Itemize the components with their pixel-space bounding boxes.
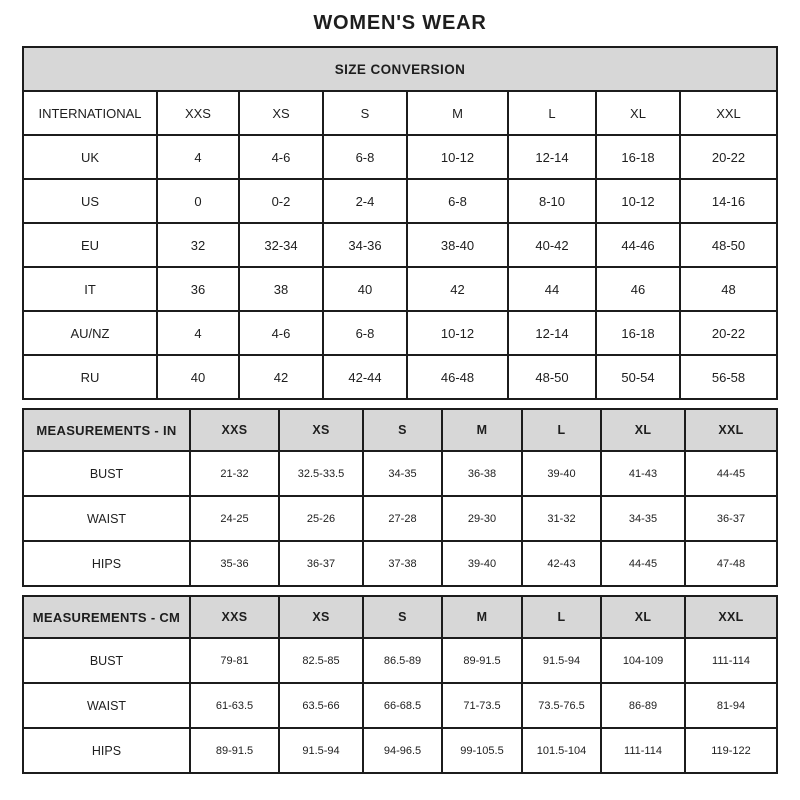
column-header-m: M xyxy=(442,409,522,451)
measurement-cell: 32.5-33.5 xyxy=(279,451,363,496)
column-header-xxs: XXS xyxy=(190,596,279,638)
table-row-aunz xyxy=(23,311,777,355)
size-cell: 8-10 xyxy=(508,179,596,223)
column-header-xs: XS xyxy=(239,91,323,135)
column-header-xl: XL xyxy=(596,91,680,135)
size-cell: 20-22 xyxy=(680,311,777,355)
measurement-cell: 47-48 xyxy=(685,541,777,586)
measurement-cell: 91.5-94 xyxy=(522,638,601,683)
table-row-bust xyxy=(23,451,777,496)
column-header-row xyxy=(23,409,777,451)
measurement-cell: 73.5-76.5 xyxy=(522,683,601,728)
size-cell: 6-8 xyxy=(323,311,407,355)
column-header-xxl: XXL xyxy=(685,596,777,638)
measurement-cell: 91.5-94 xyxy=(279,728,363,773)
size-cell: 46-48 xyxy=(407,355,508,399)
measurements-in-table xyxy=(22,408,778,587)
size-cell: 4 xyxy=(157,311,239,355)
table-row-ru xyxy=(23,355,777,399)
page-title: WOMEN'S WEAR xyxy=(313,12,487,34)
size-cell: 36 xyxy=(157,267,239,311)
measurement-cell: 37-38 xyxy=(363,541,442,586)
size-cell: 0-2 xyxy=(239,179,323,223)
size-cell: 46 xyxy=(596,267,680,311)
column-header-row xyxy=(23,91,777,135)
size-conversion-banner: SIZE CONVERSION xyxy=(23,47,777,91)
size-cell: 32-34 xyxy=(239,223,323,267)
size-cell: 0 xyxy=(157,179,239,223)
size-cell: 10-12 xyxy=(407,311,508,355)
measurement-cell: 86-89 xyxy=(601,683,685,728)
column-header-xxs: XXS xyxy=(190,409,279,451)
measurement-cell: 41-43 xyxy=(601,451,685,496)
measurement-cell: 39-40 xyxy=(442,541,522,586)
size-cell: 16-18 xyxy=(596,311,680,355)
row-label-waist: WAIST xyxy=(23,496,190,541)
column-header-international: INTERNATIONAL xyxy=(23,91,157,135)
measurement-cell: 94-96.5 xyxy=(363,728,442,773)
measurement-cell: 61-63.5 xyxy=(190,683,279,728)
size-cell: 56-58 xyxy=(680,355,777,399)
size-cell: 16-18 xyxy=(596,135,680,179)
column-header-s: S xyxy=(323,91,407,135)
measurement-cell: 99-105.5 xyxy=(442,728,522,773)
measurement-cell: 31-32 xyxy=(522,496,601,541)
row-label-waist: WAIST xyxy=(23,683,190,728)
measurement-cell: 79-81 xyxy=(190,638,279,683)
measurement-cell: 36-37 xyxy=(685,496,777,541)
size-cell: 4 xyxy=(157,135,239,179)
measurement-cell: 82.5-85 xyxy=(279,638,363,683)
size-cell: 2-4 xyxy=(323,179,407,223)
table-row-us xyxy=(23,179,777,223)
column-header-xxl: XXL xyxy=(685,409,777,451)
size-cell: 48 xyxy=(680,267,777,311)
table-row-it xyxy=(23,267,777,311)
size-cell: 6-8 xyxy=(323,135,407,179)
size-cell: 12-14 xyxy=(508,311,596,355)
measurement-cell: 111-114 xyxy=(601,728,685,773)
size-cell: 12-14 xyxy=(508,135,596,179)
column-header-l: L xyxy=(522,596,601,638)
size-cell: 10-12 xyxy=(407,135,508,179)
measurement-cell: 119-122 xyxy=(685,728,777,773)
measurement-cell: 42-43 xyxy=(522,541,601,586)
size-cell: 4-6 xyxy=(239,135,323,179)
column-header-m: M xyxy=(407,91,508,135)
size-conversion-banner-row xyxy=(23,47,777,91)
measurements-in-header: MEASUREMENTS - IN xyxy=(23,409,190,451)
size-cell: 6-8 xyxy=(407,179,508,223)
column-header-s: S xyxy=(363,409,442,451)
row-label-bust: BUST xyxy=(23,638,190,683)
measurement-cell: 24-25 xyxy=(190,496,279,541)
measurement-cell: 89-91.5 xyxy=(190,728,279,773)
measurement-cell: 44-45 xyxy=(685,451,777,496)
row-label-it: IT xyxy=(23,267,157,311)
size-cell: 34-36 xyxy=(323,223,407,267)
table-row-eu xyxy=(23,223,777,267)
size-cell: 10-12 xyxy=(596,179,680,223)
column-header-xl: XL xyxy=(601,596,685,638)
measurement-cell: 81-94 xyxy=(685,683,777,728)
size-cell: 48-50 xyxy=(680,223,777,267)
measurement-cell: 39-40 xyxy=(522,451,601,496)
size-cell: 42-44 xyxy=(323,355,407,399)
row-label-eu: EU xyxy=(23,223,157,267)
column-header-s: S xyxy=(363,596,442,638)
column-header-xs: XS xyxy=(279,409,363,451)
column-header-xl: XL xyxy=(601,409,685,451)
size-cell: 14-16 xyxy=(680,179,777,223)
size-cell: 40 xyxy=(157,355,239,399)
measurements-cm-table xyxy=(22,595,778,774)
column-header-xxl: XXL xyxy=(680,91,777,135)
size-cell: 44 xyxy=(508,267,596,311)
measurement-cell: 36-37 xyxy=(279,541,363,586)
measurement-cell: 111-114 xyxy=(685,638,777,683)
size-cell: 50-54 xyxy=(596,355,680,399)
row-label-us: US xyxy=(23,179,157,223)
column-header-xs: XS xyxy=(279,596,363,638)
measurement-cell: 34-35 xyxy=(601,496,685,541)
row-label-uk: UK xyxy=(23,135,157,179)
row-label-hips: HIPS xyxy=(23,541,190,586)
column-header-l: L xyxy=(508,91,596,135)
size-cell: 40 xyxy=(323,267,407,311)
table-row-waist xyxy=(23,683,777,728)
column-header-l: L xyxy=(522,409,601,451)
table-row-waist xyxy=(23,496,777,541)
table-row-bust xyxy=(23,638,777,683)
size-cell: 38-40 xyxy=(407,223,508,267)
row-label-bust: BUST xyxy=(23,451,190,496)
size-cell: 42 xyxy=(239,355,323,399)
measurement-cell: 27-28 xyxy=(363,496,442,541)
measurement-cell: 35-36 xyxy=(190,541,279,586)
table-row-uk xyxy=(23,135,777,179)
measurement-cell: 36-38 xyxy=(442,451,522,496)
size-cell: 20-22 xyxy=(680,135,777,179)
measurement-cell: 25-26 xyxy=(279,496,363,541)
size-cell: 40-42 xyxy=(508,223,596,267)
measurement-cell: 66-68.5 xyxy=(363,683,442,728)
measurement-cell: 101.5-104 xyxy=(522,728,601,773)
size-cell: 42 xyxy=(407,267,508,311)
measurement-cell: 104-109 xyxy=(601,638,685,683)
measurement-cell: 29-30 xyxy=(442,496,522,541)
measurement-cell: 63.5-66 xyxy=(279,683,363,728)
size-cell: 38 xyxy=(239,267,323,311)
size-cell: 48-50 xyxy=(508,355,596,399)
row-label-hips: HIPS xyxy=(23,728,190,773)
size-cell: 32 xyxy=(157,223,239,267)
size-conversion-table xyxy=(22,46,778,400)
measurement-cell: 89-91.5 xyxy=(442,638,522,683)
measurement-cell: 44-45 xyxy=(601,541,685,586)
row-label-aunz: AU/NZ xyxy=(23,311,157,355)
size-cell: 44-46 xyxy=(596,223,680,267)
measurement-cell: 86.5-89 xyxy=(363,638,442,683)
column-header-xxs: XXS xyxy=(157,91,239,135)
size-cell: 4-6 xyxy=(239,311,323,355)
measurements-cm-header: MEASUREMENTS - CM xyxy=(23,596,190,638)
measurement-cell: 71-73.5 xyxy=(442,683,522,728)
table-row-hips xyxy=(23,541,777,586)
row-label-ru: RU xyxy=(23,355,157,399)
column-header-m: M xyxy=(442,596,522,638)
measurement-cell: 34-35 xyxy=(363,451,442,496)
table-row-hips xyxy=(23,728,777,773)
measurement-cell: 21-32 xyxy=(190,451,279,496)
column-header-row xyxy=(23,596,777,638)
